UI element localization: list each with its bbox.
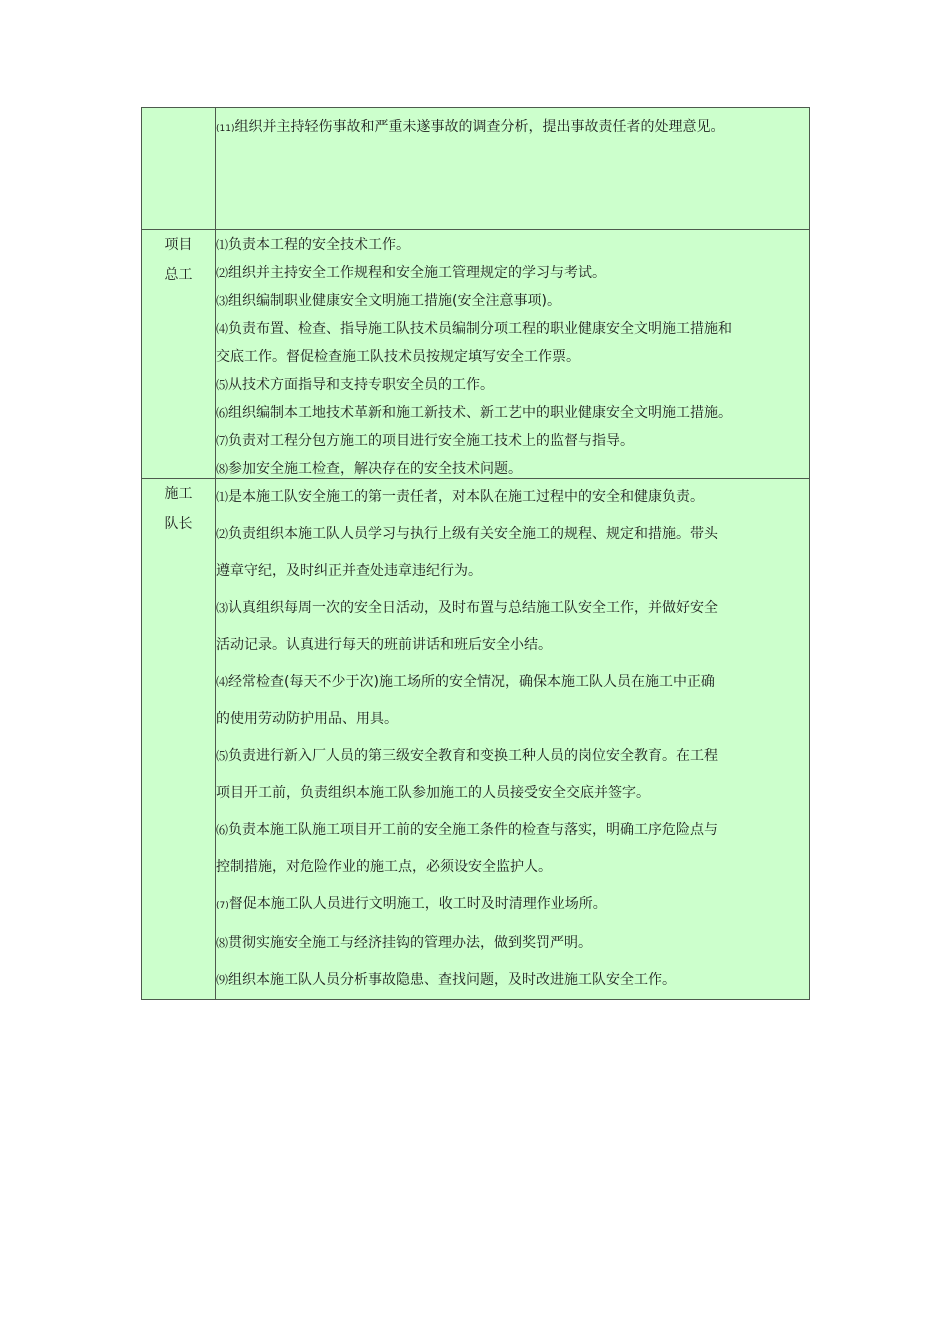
duty-text: 负责本施工队施工项目开工前的安全施工条件的检查与落实，明确工序危险点与 [228, 822, 719, 838]
duty-item [216, 376, 809, 394]
duty-text: 负责本工程的安全技术工作。 [228, 237, 411, 253]
duty-number: ⑻ [216, 462, 229, 476]
duty-item [216, 348, 809, 366]
duty-text: 督促本施工队人员进行文明施工，收工时及时清理作业场所。 [228, 896, 607, 912]
duty-item [216, 886, 809, 925]
duty-number: ⑴ [216, 238, 229, 252]
duty-item [216, 664, 809, 701]
table-row [142, 479, 810, 1000]
table-row [142, 108, 810, 230]
duty-text: 活动记录。认真进行每天的班前讲话和班后安全小结。 [216, 637, 552, 653]
duty-text: 贯彻实施安全施工与经济挂钩的管理办法，做到奖罚严明。 [228, 935, 593, 951]
duty-number: ⑷ [216, 675, 229, 689]
role-line: 项目 [164, 237, 193, 253]
table-row [142, 230, 810, 479]
role-line: 施工 [164, 486, 193, 502]
duty-text: 负责布置、检查、指导施工队技术员编制分项工程的职业健康安全文明施工措施和 [228, 321, 733, 337]
duty-number: ⑼ [216, 973, 229, 987]
duty-number: ⑹ [216, 823, 229, 837]
duty-number: ⑶ [216, 601, 229, 615]
duty-text: 组织编制本工地技术革新和施工新技术、新工艺中的职业健康安全文明施工措施。 [228, 405, 733, 421]
duty-text: 组织并主持安全工作规程和安全施工管理规定的学习与考试。 [228, 265, 607, 281]
duty-text: 遵章守纪，及时纠正并查处违章违纪行为。 [216, 563, 482, 579]
duty-item [216, 962, 809, 999]
duty-item [216, 590, 809, 627]
duty-item [216, 236, 809, 254]
duty-item [216, 775, 809, 812]
responsibility-table [141, 107, 810, 1000]
duty-text: 项目开工前，负责组织本施工队参加施工的人员接受安全交底并签字。 [216, 785, 650, 801]
duty-text: 的使用劳动防护用品、用具。 [216, 711, 398, 727]
duty-item [216, 627, 809, 664]
duty-text: 组织编制职业健康安全文明施工措施(安全注意事项)。 [228, 293, 561, 309]
duty-text: 认真组织每周一次的安全日活动，及时布置与总结施工队安全工作，并做好安全 [228, 600, 719, 616]
duty-text: 负责组织本施工队人员学习与执行上级有关安全施工的规程、规定和措施。带头 [228, 526, 719, 542]
role-line: 队长 [164, 516, 193, 532]
duty-item [216, 849, 809, 886]
duty-item [216, 320, 809, 338]
duty-item [216, 516, 809, 553]
duty-number: ⑹ [216, 406, 229, 420]
role-line: 总工 [164, 267, 193, 283]
duty-number: ⑴ [216, 490, 229, 504]
duty-text: 负责进行新入厂人员的第三级安全教育和变换工种人员的岗位安全教育。在工程 [228, 748, 719, 764]
duty-number: ⑸ [216, 378, 229, 392]
duty-number: ⑻ [216, 936, 229, 950]
duty-text: 交底工作。督促检查施工队技术员按规定填写安全工作票。 [216, 349, 580, 365]
duty-number: ⑵ [216, 527, 229, 541]
duty-number: ⑸ [216, 749, 229, 763]
duty-number: ⑵ [216, 266, 229, 280]
duty-text: 负责对工程分包方施工的项目进行安全施工技术上的监督与指导。 [228, 433, 635, 449]
duty-text: 经常检查(每天不少于次)施工场所的安全情况，确保本施工队人员在施工中正确 [228, 674, 715, 690]
duty-item [216, 404, 809, 422]
duty-item [216, 701, 809, 738]
duties-cell [216, 108, 810, 230]
duty-item [216, 925, 809, 962]
duty-text: 组织本施工队人员分析事故隐患、查找问题，及时改进施工队安全工作。 [228, 972, 677, 988]
duty-item [216, 553, 809, 590]
duty-number: ⑶ [216, 294, 229, 308]
duty-text: 控制措施，对危险作业的施工点，必须设安全监护人。 [216, 859, 552, 875]
role-cell [142, 108, 216, 230]
duty-number: ⑷ [216, 322, 229, 336]
duty-item [216, 460, 809, 478]
duty-item [216, 118, 809, 138]
role-cell [142, 479, 216, 1000]
duty-item [216, 479, 809, 516]
duty-item [216, 292, 809, 310]
role-cell [142, 230, 216, 479]
duty-text: 是本施工队安全施工的第一责任者，对本队在施工过程中的安全和健康负责。 [228, 489, 705, 505]
duty-text: 参加安全施工检查，解决存在的安全技术问题。 [228, 461, 523, 477]
duty-number: (11) [216, 124, 235, 134]
duty-number: ⑺ [216, 434, 229, 448]
duties-cell [216, 479, 810, 1000]
duty-item [216, 432, 809, 450]
duty-item [216, 264, 809, 282]
duty-text: 从技术方面指导和支持专职安全员的工作。 [228, 377, 495, 393]
duties-cell [216, 230, 810, 479]
duty-item [216, 812, 809, 849]
duty-text: 组织并主持轻伤事故和严重未遂事故的调查分析，提出事故责任者的处理意见。 [234, 119, 725, 135]
duty-number: (7) [216, 901, 229, 911]
duty-item [216, 738, 809, 775]
